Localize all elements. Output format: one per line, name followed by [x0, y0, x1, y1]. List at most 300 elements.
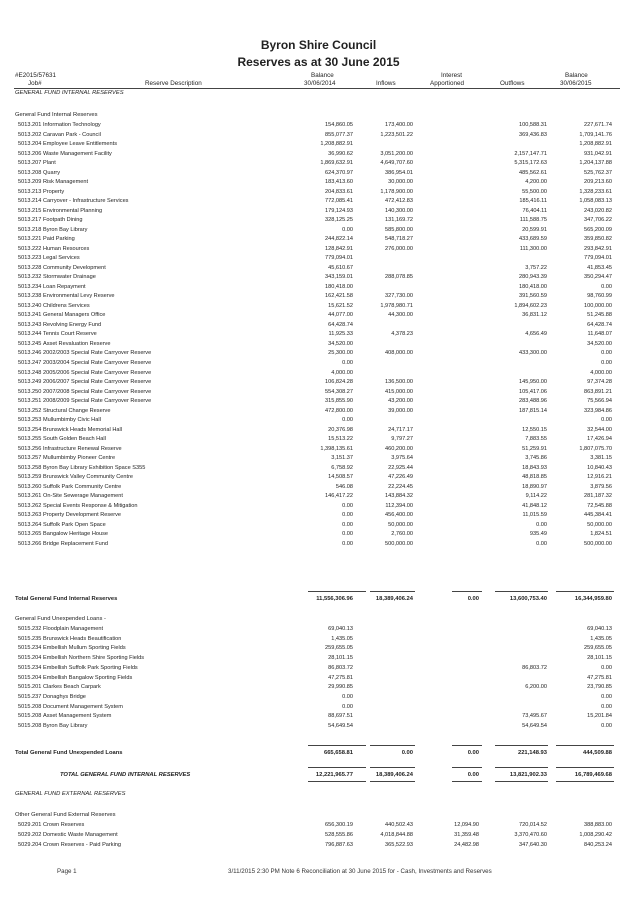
cell-code: 5013.256	[18, 445, 42, 452]
underline-interest	[452, 591, 482, 592]
cell-desc: Clarkes Beach Carpark	[43, 684, 101, 691]
table-row	[0, 435, 637, 444]
table-row	[0, 454, 637, 463]
cell-cb: 100,000.00	[584, 302, 612, 309]
cell-cb: 1,204,137.88	[579, 160, 612, 167]
cell-cb: 4,000.00	[590, 369, 612, 376]
cell-desc: Crown Reserves	[43, 822, 85, 828]
cell-cb: 1,807,075.70	[579, 445, 612, 452]
cell-desc: Caravan Park - Council	[43, 131, 101, 138]
cell-cb: 1,008,290.42	[579, 832, 612, 839]
section-external-heading: GENERAL FUND EXTERNAL RESERVES	[15, 791, 126, 797]
cell-desc: Childrens Services	[43, 302, 90, 309]
table-row	[0, 530, 637, 539]
cell-cb: 15,201.84	[587, 713, 612, 720]
table-row	[0, 254, 637, 263]
cell-inf: 460,200.00	[385, 445, 413, 452]
double-underline-balance	[308, 781, 366, 782]
cell-inf: 140,300.00	[385, 207, 413, 214]
header-job: Job#	[28, 80, 42, 87]
grand-total-label: TOTAL GENERAL FUND INTERNAL RESERVES	[60, 772, 191, 778]
cell-code: 5013.254	[18, 426, 42, 433]
cell-bal: 528,555.86	[325, 832, 353, 839]
table-row	[0, 378, 637, 387]
cell-bal: 4,000.00	[331, 369, 353, 376]
total-loans-outflows: 221,148.93	[517, 750, 547, 756]
total-outflows: 13,600,753.40	[509, 596, 547, 602]
grand-total-outflows: 13,821,902.33	[509, 772, 547, 778]
cell-cb: 350,294.47	[584, 274, 612, 281]
table-row	[0, 492, 637, 501]
cell-desc: Crown Reserves - Paid Parking	[43, 842, 122, 849]
cell-code: 5013.252	[18, 407, 42, 414]
cell-out: 433,300.00	[519, 350, 547, 357]
cell-code: 5013.201	[18, 122, 42, 128]
cell-cb: 243,020.82	[584, 207, 612, 214]
cell-bal: 0.00	[342, 540, 353, 547]
cell-bal: 28,101.15	[328, 655, 353, 662]
cell-bal: 179,124.93	[325, 207, 353, 214]
cell-inf: 173,400.00	[385, 122, 413, 128]
cell-inf: 365,522.93	[385, 842, 413, 849]
total-loans-balance: 665,658.81	[323, 750, 353, 756]
table-row	[0, 683, 637, 692]
cell-inf: 415,000.00	[385, 388, 413, 395]
cell-desc: Infrastructure Renewal Reserve	[43, 445, 122, 452]
cell-cb: 12,916.21	[587, 474, 612, 481]
cell-out: 100,588.31	[519, 122, 547, 128]
cell-bal: 180,418.00	[325, 283, 353, 290]
cell-desc: Environmental Levy Reserve	[43, 293, 115, 300]
table-row	[0, 473, 637, 482]
cell-inf: 4,018,844.88	[380, 832, 413, 839]
cell-cb: 17,426.94	[587, 436, 612, 443]
cell-inf: 9,797.27	[391, 436, 413, 443]
cell-code: 5015.208	[18, 723, 42, 729]
cell-cb: 209,213.60	[584, 179, 612, 186]
cell-bal: 855,077.37	[325, 131, 353, 138]
cell-out: 180,418.00	[519, 283, 547, 290]
cell-code: 5013.261	[18, 493, 42, 500]
cell-desc: Risk Management	[43, 179, 89, 186]
table-row	[0, 359, 637, 368]
cell-desc: Donaghys Bridge	[43, 693, 86, 700]
cell-desc: Embellish Bangalow Sporting Fields	[43, 674, 133, 681]
cell-desc: Stormwater Drainage	[43, 274, 96, 281]
cell-code: 5013.248	[18, 369, 42, 376]
cell-bal: 343,159.01	[325, 274, 353, 281]
cell-out: 86,803.72	[522, 664, 547, 671]
cell-bal: 6,758.92	[331, 464, 353, 471]
cell-code: 5013.258	[18, 464, 42, 471]
cell-inf: 3,051,200.00	[380, 150, 413, 157]
table-row	[0, 407, 637, 416]
cell-inf: 1,178,900.00	[380, 188, 413, 195]
cell-code: 5013.202	[18, 131, 42, 138]
cell-int: 31,359.48	[454, 832, 479, 839]
cell-code: 5013.228	[18, 264, 42, 271]
cell-code: 5013.223	[18, 255, 42, 262]
cell-out: 55,500.00	[522, 188, 547, 195]
table-row	[0, 511, 637, 520]
header-interest-top: Interest	[441, 72, 462, 79]
cell-inf: 50,000.00	[388, 521, 413, 528]
cell-bal: 64,428.74	[328, 321, 353, 328]
cell-desc: Human Resources	[43, 245, 90, 252]
cell-cb: 47,275.81	[587, 674, 612, 681]
cell-inf: 39,000.00	[388, 407, 413, 414]
cell-cb: 259,655.05	[584, 645, 612, 652]
cell-inf: 548,718.27	[385, 236, 413, 243]
cell-desc: Bangalow Heritage House	[43, 531, 108, 538]
cell-inf: 1,978,980.71	[380, 302, 413, 309]
cell-bal: 69,040.13	[328, 626, 353, 632]
cell-cb: 1,435.05	[590, 635, 612, 642]
cell-desc: Mullumbimby Pioneer Centre	[43, 455, 116, 462]
cell-code: 5013.245	[18, 340, 42, 347]
cell-cb: 72,545.88	[587, 502, 612, 509]
cell-inf: 472,412.83	[385, 198, 413, 205]
table-row	[0, 131, 637, 140]
cell-out: 145,950.00	[519, 379, 547, 386]
cell-cb: 3,879.56	[590, 483, 612, 490]
cell-out: 73,495.67	[522, 713, 547, 720]
cell-cb: 10,840.43	[587, 464, 612, 471]
cell-out: 20,599.91	[522, 226, 547, 233]
table-row	[0, 540, 637, 549]
cell-inf: 2,760.00	[391, 531, 413, 538]
cell-out: 12,550.15	[522, 426, 547, 433]
underline-balance	[308, 591, 366, 592]
cell-desc: 2007/2008 Special Rate Carryover Reserve	[43, 388, 152, 395]
cell-cb: 69,040.13	[587, 626, 612, 632]
cell-inf: 4,378.23	[391, 331, 413, 338]
cell-bal: 11,925.33	[328, 331, 353, 338]
cell-code: 5015.234	[18, 645, 42, 652]
cell-inf: 386,954.01	[385, 169, 413, 176]
header-interest-bottom: Apportioned	[430, 80, 464, 87]
cell-code: 5013.204	[18, 141, 42, 148]
cell-cb: 0.00	[601, 723, 612, 729]
total-loans-inflows: 0.00	[401, 750, 413, 756]
cell-code: 5015.208	[18, 713, 42, 720]
section-unexpended-loans-heading: General Fund Unexpended Loans -	[15, 616, 106, 622]
cell-inf: 44,300.00	[388, 312, 413, 319]
cell-desc: Suffolk Park Open Space	[43, 521, 106, 528]
grand-total-balance: 12,221,965.77	[315, 772, 353, 778]
cell-code: 5015.234	[18, 664, 42, 671]
cell-inf: 3,975.64	[391, 455, 413, 462]
cell-inf: 136,500.00	[385, 379, 413, 386]
table-row	[0, 712, 637, 721]
cell-bal: 1,398,135.61	[320, 445, 353, 452]
cell-out: 41,848.12	[522, 502, 547, 509]
table-row	[0, 311, 637, 320]
cell-desc: Bridge Replacement Fund	[43, 540, 108, 547]
cell-code: 5013.241	[18, 312, 42, 319]
cell-cb: 293,842.91	[584, 245, 612, 252]
cell-desc: Waste Management Facility	[43, 150, 112, 157]
table-row	[0, 197, 637, 206]
cell-code: 5013.266	[18, 540, 42, 547]
cell-inf: 408,000.00	[385, 350, 413, 357]
cell-cb: 0.00	[601, 283, 612, 290]
cell-inf: 112,394.00	[385, 502, 413, 509]
table-row	[0, 502, 637, 511]
double-underline-inflows	[370, 781, 415, 782]
cell-out: 347,640.30	[519, 842, 547, 849]
cell-out: 391,560.59	[519, 293, 547, 300]
cell-out: 111,300.00	[519, 245, 547, 252]
cell-code: 5013.264	[18, 521, 42, 528]
cell-bal: 546.08	[335, 483, 353, 490]
table-row	[0, 831, 637, 840]
cell-desc: Special Events Response & Mitigation	[43, 502, 138, 509]
report-title: Byron Shire Council	[260, 38, 377, 52]
table-row	[0, 340, 637, 349]
table-row	[0, 464, 637, 473]
table-row	[0, 388, 637, 397]
table-row	[0, 416, 637, 425]
table-row	[0, 644, 637, 653]
cell-out: 18,890.97	[522, 483, 547, 490]
cell-code: 5013.244	[18, 331, 42, 338]
cell-cb: 840,253.24	[584, 842, 612, 849]
total-loans-interest: 0.00	[467, 750, 479, 756]
cell-inf: 30,000.00	[388, 179, 413, 186]
cell-code: 5013.218	[18, 226, 42, 233]
cell-cb: 97,374.28	[587, 379, 612, 386]
cell-out: 369,436.83	[519, 131, 547, 138]
underline-inflows	[370, 591, 415, 592]
cell-inf: 47,226.49	[388, 474, 413, 481]
cell-cb: 34,520.00	[587, 340, 612, 347]
cell-code: 5013.232	[18, 274, 42, 281]
cell-out: 111,588.75	[519, 217, 547, 224]
underline-grand-outflows	[495, 767, 548, 768]
cell-desc: Embellish Mullum Sporting Fields	[43, 645, 126, 652]
page-number: Page 1	[57, 868, 77, 875]
cell-bal: 3,151.37	[331, 455, 353, 462]
cell-code: 5013.214	[18, 198, 42, 205]
header-balance-date: 30/06/2014	[304, 80, 336, 87]
cell-inf: 1,223,501.22	[380, 131, 413, 138]
cell-out: 54,649.54	[522, 723, 547, 729]
cell-out: 3,745.86	[525, 455, 547, 462]
cell-inf: 327,730.00	[385, 293, 413, 300]
cell-out: 1,894,602.23	[514, 302, 547, 309]
table-row	[0, 445, 637, 454]
double-underline-interest	[452, 781, 482, 782]
table-row	[0, 821, 637, 830]
cell-desc: Plant	[43, 160, 56, 167]
underline-grand-interest	[452, 767, 482, 768]
cell-code: 5029.204	[18, 842, 42, 849]
cell-cb: 525,762.37	[584, 169, 612, 176]
cell-out: 4,200.00	[525, 179, 547, 186]
cell-bal: 0.00	[342, 502, 353, 509]
cell-inf: 131,169.72	[385, 217, 413, 224]
header-closing-balance-top: Balance	[565, 72, 588, 79]
cell-desc: On-Site Sewerage Management	[43, 493, 123, 500]
table-row	[0, 283, 637, 292]
underline-grand-balance	[308, 767, 366, 768]
table-row	[0, 722, 637, 731]
cell-code: 5013.251	[18, 398, 42, 405]
table-row	[0, 635, 637, 644]
cell-cb: 359,850.82	[584, 236, 612, 243]
cell-cb: 565,200.09	[584, 226, 612, 233]
cell-out: 18,843.93	[522, 464, 547, 471]
cell-out: 6,200.00	[525, 684, 547, 691]
cell-inf: 143,884.32	[385, 493, 413, 500]
cell-code: 5013.250	[18, 388, 42, 395]
cell-cb: 64,428.74	[587, 321, 612, 328]
cell-out: 0.00	[536, 540, 547, 547]
cell-desc: General Managers Office	[43, 312, 106, 319]
cell-bal: 162,421.58	[325, 293, 353, 300]
cell-code: 5015.208	[18, 703, 42, 710]
cell-cb: 23,790.85	[587, 684, 612, 691]
table-row	[0, 264, 637, 273]
cell-code: 5013.253	[18, 417, 42, 424]
table-row	[0, 245, 637, 254]
cell-inf: 440,502.43	[385, 822, 413, 828]
cell-inf: 22,224.45	[388, 483, 413, 490]
cell-code: 5013.234	[18, 283, 42, 290]
underline-loans-outflows	[495, 745, 548, 746]
cell-bal: 45,610.67	[328, 264, 353, 271]
cell-desc: Brunswick Valley Community Centre	[43, 474, 134, 481]
cell-desc: Domestic Waste Management	[43, 832, 118, 839]
underline-loans-inflows	[370, 745, 415, 746]
table-row	[0, 207, 637, 216]
cell-inf: 22,925.44	[388, 464, 413, 471]
underline-loans-balance	[308, 745, 366, 746]
cell-out: 935.49	[529, 531, 547, 538]
table-row	[0, 625, 637, 634]
cell-code: 5013.255	[18, 436, 42, 443]
total-loans-row	[0, 748, 637, 758]
section-internal-subheading: General Fund Internal Reserves	[15, 112, 98, 118]
cell-out: 433,689.59	[519, 236, 547, 243]
cell-out: 11,015.59	[522, 512, 547, 519]
cell-code: 5013.247	[18, 360, 42, 366]
cell-bal: 183,413.60	[325, 179, 353, 186]
cell-cb: 41,853.45	[587, 264, 612, 271]
total-closing: 16,344,959.80	[574, 596, 612, 602]
cell-bal: 1,208,882.91	[320, 141, 353, 148]
cell-bal: 0.00	[342, 512, 353, 519]
table-row	[0, 330, 637, 339]
cell-desc: Loan Repayment	[43, 283, 86, 290]
report-subtitle: Reserves as at 30 June 2015	[237, 55, 400, 69]
header-description: Reserve Description	[145, 80, 202, 87]
cell-cb: 323,984.86	[584, 407, 612, 414]
cell-cb: 281,187.32	[584, 493, 612, 500]
cell-desc: Community Development	[43, 264, 106, 271]
cell-inf: 500,000.00	[385, 540, 413, 547]
cell-desc: Byron Bay Library Exhibition Space S355	[43, 464, 146, 471]
cell-desc: Asset Management System	[43, 713, 112, 720]
cell-code: 5013.221	[18, 236, 42, 243]
section-internal-heading: GENERAL FUND INTERNAL RESERVES	[15, 90, 124, 96]
double-underline-outflows	[495, 781, 548, 782]
cell-desc: Revolving Energy Fund	[43, 321, 102, 328]
cell-out: 105,417.06	[519, 388, 547, 395]
cell-cb: 1,208,882.91	[579, 141, 612, 148]
table-row	[0, 321, 637, 330]
cell-bal: 1,869,632.91	[320, 160, 353, 167]
cell-out: 485,562.61	[519, 169, 547, 176]
cell-desc: Embellish Suffolk Park Sporting Fields	[43, 664, 138, 671]
cell-bal: 14,508.57	[328, 474, 353, 481]
cell-cb: 0.00	[601, 664, 612, 671]
total-label: Total General Fund Internal Reserves	[15, 596, 118, 602]
grand-total-row	[0, 770, 637, 780]
header-divider	[14, 88, 620, 89]
header-closing-balance-date: 30/06/2015	[560, 80, 592, 87]
cell-int: 12,094.90	[454, 822, 479, 828]
cell-out: 0.00	[536, 521, 547, 528]
cell-desc: Brunswick Heads Beautification	[43, 635, 122, 642]
cell-out: 185,416.11	[519, 198, 547, 205]
cell-inf: 288,078.85	[385, 274, 413, 281]
total-loans-label: Total General Fund Unexpended Loans	[15, 750, 123, 756]
cell-desc: Footpath Dining	[43, 217, 83, 224]
section-external-subheading: Other General Fund External Reserves	[15, 812, 116, 818]
cell-out: 3,370,470.60	[514, 832, 547, 839]
table-row	[0, 121, 637, 130]
cell-bal: 15,621.52	[328, 302, 353, 309]
cell-desc: Structural Change Reserve	[43, 407, 111, 414]
cell-out: 280,943.39	[519, 274, 547, 281]
cell-cb: 1,709,141.76	[579, 131, 612, 138]
cell-bal: 25,300.00	[328, 350, 353, 357]
cell-inf: 4,649,707.60	[380, 160, 413, 167]
cell-cb: 98,760.99	[587, 293, 612, 300]
cell-desc: 2002/2003 Special Rate Carryover Reserve	[43, 350, 152, 357]
grand-total-closing: 16,789,469.68	[574, 772, 612, 778]
total-inflows: 18,389,406.24	[375, 596, 413, 602]
cell-bal: 88,697.51	[328, 713, 353, 720]
cell-code: 5015.235	[18, 635, 42, 642]
cell-desc: 2006/2007 Special Rate Carryover Reserve	[43, 379, 152, 386]
cell-out: 5,315,172.63	[514, 160, 547, 167]
cell-code: 5015.204	[18, 655, 42, 662]
cell-desc: Carryover - Infrastructure Services	[43, 198, 129, 205]
cell-code: 5013.213	[18, 188, 42, 195]
table-row	[0, 292, 637, 301]
cell-cb: 227,671.74	[584, 122, 612, 128]
cell-cb: 75,566.94	[587, 398, 612, 405]
table-row	[0, 349, 637, 358]
cell-desc: Document Management System	[43, 703, 123, 710]
cell-cb: 931,042.91	[584, 150, 612, 157]
table-row	[0, 654, 637, 663]
table-row	[0, 226, 637, 235]
table-row	[0, 178, 637, 187]
double-underline-closing	[556, 781, 614, 782]
cell-code: 5015.204	[18, 674, 42, 681]
total-internal-row	[0, 594, 637, 604]
cell-desc: Byron Bay Library	[43, 723, 88, 729]
cell-code: 5013.259	[18, 474, 42, 481]
cell-bal: 0.00	[342, 417, 353, 424]
cell-desc: Brunswick Heads Memorial Hall	[43, 426, 122, 433]
cell-bal: 779,094.01	[325, 255, 353, 262]
table-row	[0, 369, 637, 378]
